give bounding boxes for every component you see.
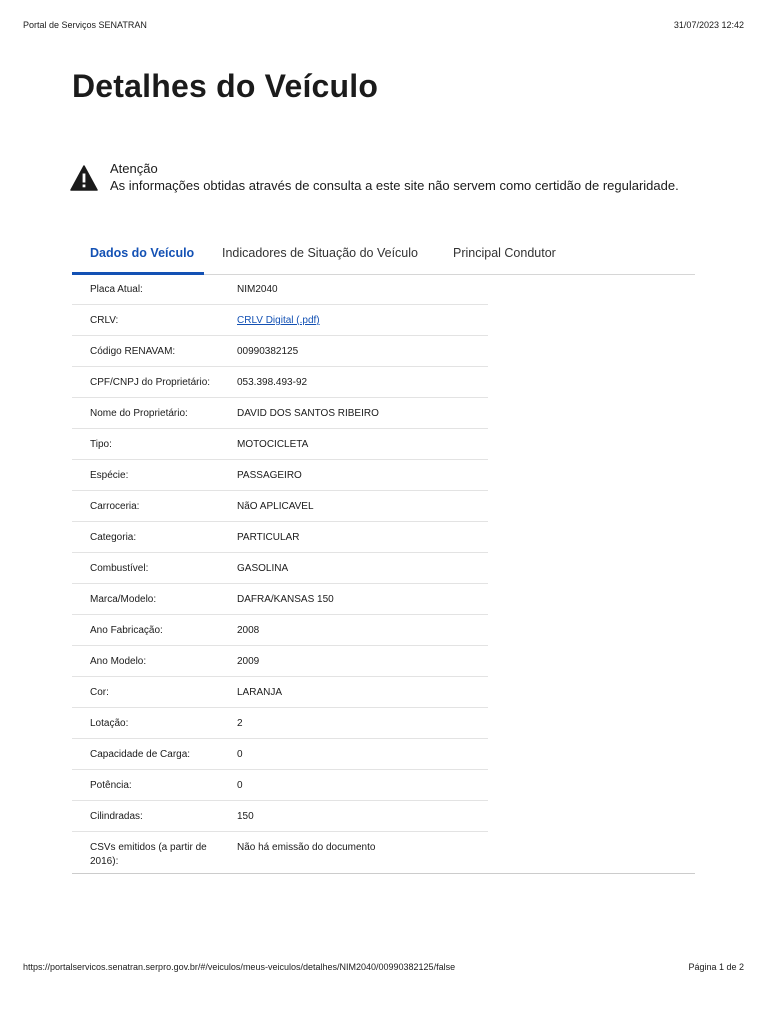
detail-row-marca-modelo bbox=[72, 584, 488, 615]
detail-row-crlv bbox=[72, 305, 488, 336]
detail-label: Carroceria: bbox=[90, 501, 140, 512]
detail-value: PASSAGEIRO bbox=[237, 470, 302, 481]
detail-label: CRLV: bbox=[90, 315, 119, 326]
alert-title: Atenção bbox=[110, 161, 158, 176]
print-footer bbox=[23, 962, 744, 974]
page-title: Detalhes do Veículo bbox=[72, 68, 379, 104]
detail-value: 2 bbox=[237, 718, 243, 729]
detail-row-cilindradas bbox=[72, 801, 488, 832]
detail-label: Categoria: bbox=[90, 532, 137, 543]
detail-label: Cilindradas: bbox=[90, 811, 143, 822]
print-header-datetime: 31/07/2023 12:42 bbox=[673, 20, 744, 30]
detail-value: GASOLINA bbox=[237, 563, 289, 574]
crlv-digital-pdf-link[interactable]: CRLV Digital (.pdf) bbox=[237, 315, 320, 326]
print-header-site-title: Portal de Serviços SENATRAN bbox=[23, 20, 147, 30]
detail-label: Combustível: bbox=[90, 563, 149, 574]
detail-row-categoria bbox=[72, 522, 488, 553]
detail-value: NIM2040 bbox=[237, 284, 278, 295]
tab-principal-condutor[interactable]: Principal Condutor bbox=[453, 246, 556, 260]
detail-value: 0 bbox=[237, 749, 243, 760]
detail-label: Ano Modelo: bbox=[90, 656, 147, 667]
detail-label: Nome do Proprietário: bbox=[90, 408, 188, 419]
detail-label: Tipo: bbox=[90, 439, 112, 450]
detail-value: DAFRA/KANSAS 150 bbox=[237, 594, 334, 605]
detail-label: Placa Atual: bbox=[90, 284, 143, 295]
tab-dados-do-veiculo[interactable]: Dados do Veículo bbox=[90, 246, 195, 260]
detail-row-ano-modelo bbox=[72, 646, 488, 677]
detail-label: CPF/CNPJ do Proprietário: bbox=[90, 377, 211, 388]
section-divider bbox=[72, 873, 695, 874]
detail-row-tipo bbox=[72, 429, 488, 460]
detail-value: Não há emissão do documento bbox=[237, 842, 376, 853]
detail-row-placa bbox=[72, 274, 488, 305]
detail-value: LARANJA bbox=[237, 687, 283, 698]
detail-row-especie bbox=[72, 460, 488, 491]
detail-label: Capacidade de Carga: bbox=[90, 749, 191, 760]
detail-row-carroceria bbox=[72, 491, 488, 522]
detail-value: DAVID DOS SANTOS RIBEIRO bbox=[237, 408, 379, 419]
detail-row-csvs-emitidos bbox=[72, 832, 488, 876]
detail-value: 053.398.493-92 bbox=[237, 377, 308, 388]
detail-value: 2009 bbox=[237, 656, 260, 667]
detail-label: CSVs emitidos (a partir de 2016): bbox=[90, 842, 207, 867]
print-footer-page-info: Página 1 de 2 bbox=[688, 962, 744, 972]
detail-label: Código RENAVAM: bbox=[90, 346, 176, 357]
print-footer-url: https://portalservicos.senatran.serpro.gov.br/#/veiculos/meus-veiculos/detalhes/NIM2040/00990382125/false bbox=[23, 962, 456, 972]
detail-row-renavam bbox=[72, 336, 488, 367]
vehicle-tabs bbox=[72, 236, 695, 275]
detail-value: 150 bbox=[237, 811, 254, 822]
detail-value: PARTICULAR bbox=[237, 532, 300, 543]
detail-value: MOTOCICLETA bbox=[237, 439, 309, 450]
detail-value: NãO APLICAVEL bbox=[237, 501, 314, 512]
detail-label: Ano Fabricação: bbox=[90, 625, 163, 636]
detail-label: Cor: bbox=[90, 687, 109, 698]
detail-row-capacidade-carga bbox=[72, 739, 488, 770]
print-header bbox=[23, 20, 744, 32]
attention-alert bbox=[70, 160, 710, 200]
detail-row-nome-proprietario bbox=[72, 398, 488, 429]
vehicle-details-table bbox=[72, 274, 488, 876]
tab-indicadores-situacao[interactable]: Indicadores de Situação do Veículo bbox=[222, 246, 418, 260]
detail-row-potencia bbox=[72, 770, 488, 801]
alert-message: As informações obtidas através de consulta a este site não servem como certidão de regularidade. bbox=[110, 178, 679, 193]
detail-value: 00990382125 bbox=[237, 346, 299, 357]
detail-value: 0 bbox=[237, 780, 243, 791]
detail-label: Lotação: bbox=[90, 718, 129, 729]
detail-row-cor bbox=[72, 677, 488, 708]
detail-label: Potência: bbox=[90, 780, 132, 791]
warning-triangle-icon bbox=[70, 165, 98, 191]
detail-label: Espécie: bbox=[90, 470, 129, 481]
detail-value: 2008 bbox=[237, 625, 260, 636]
detail-label: Marca/Modelo: bbox=[90, 594, 157, 605]
detail-row-ano-fabricacao bbox=[72, 615, 488, 646]
detail-row-lotacao bbox=[72, 708, 488, 739]
detail-row-combustivel bbox=[72, 553, 488, 584]
detail-row-cpf-cnpj bbox=[72, 367, 488, 398]
